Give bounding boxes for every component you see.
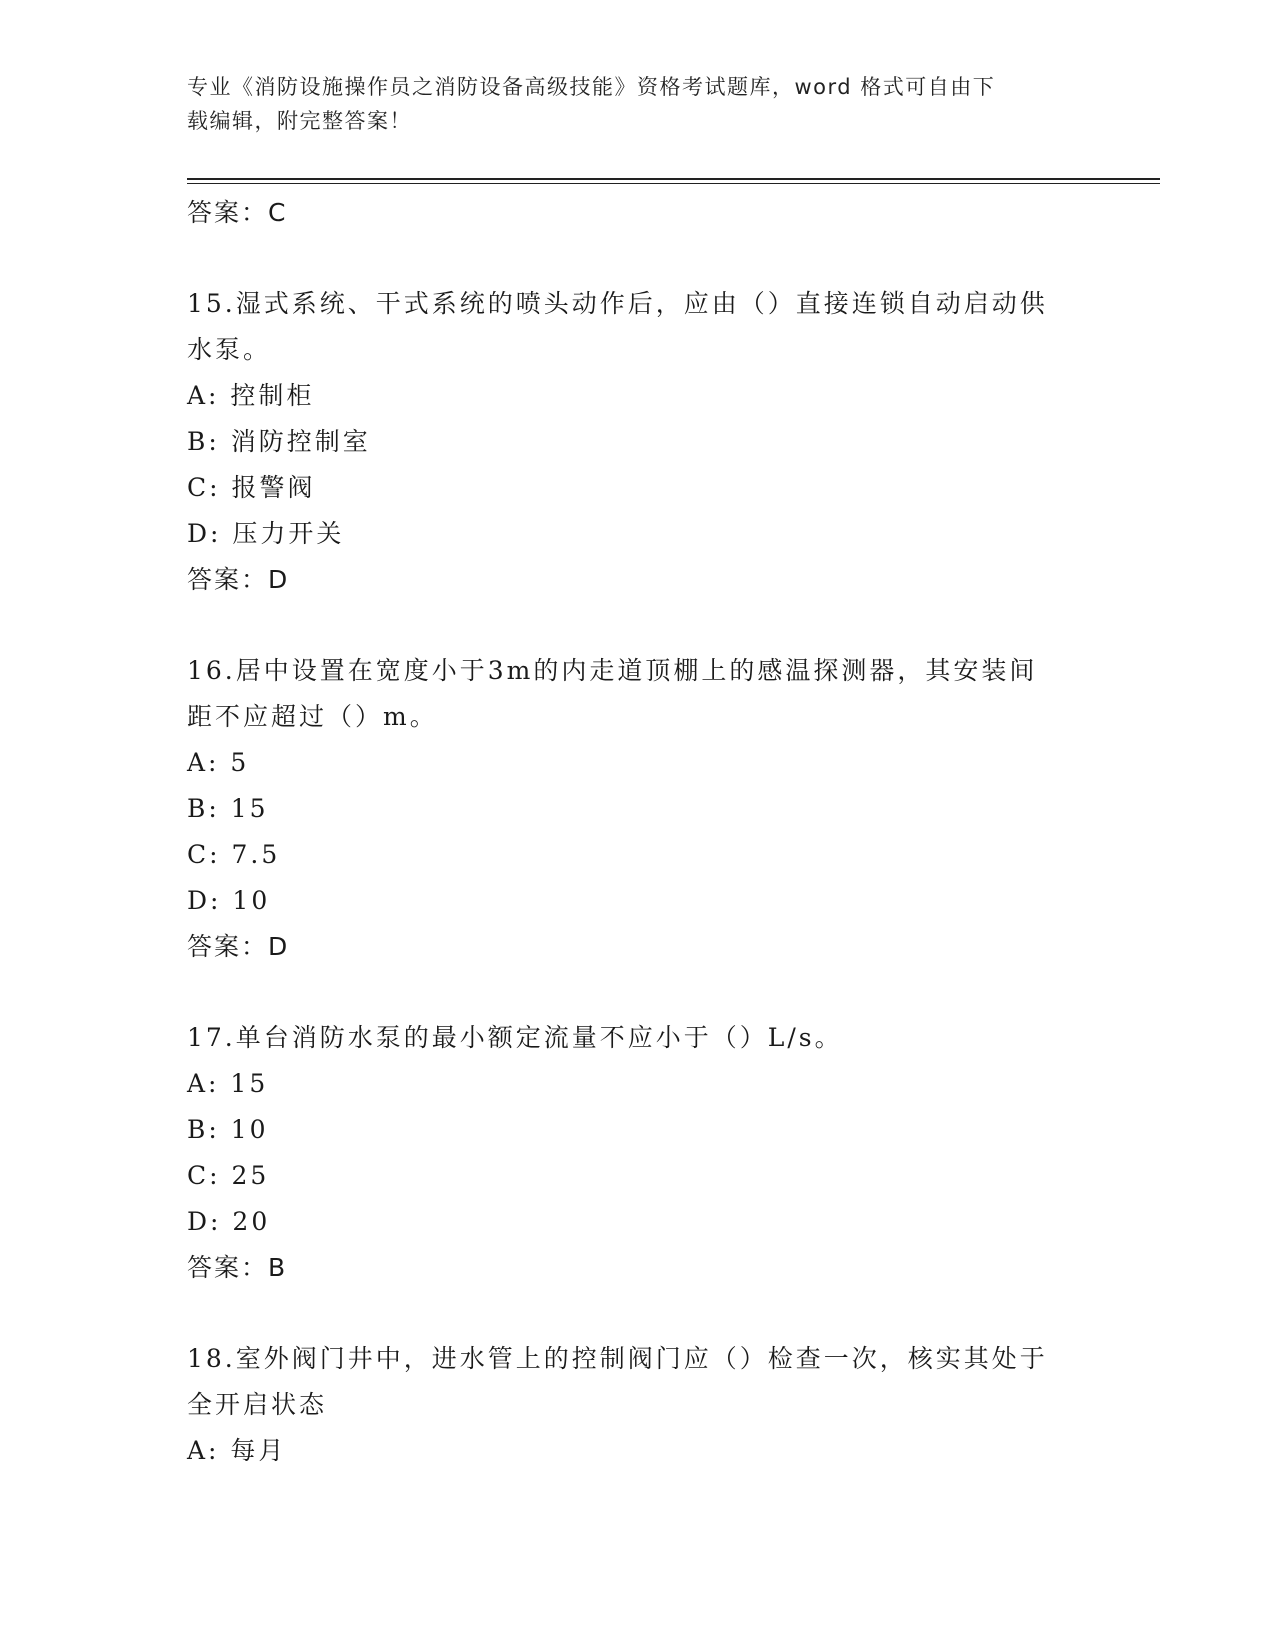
header-rule-thick (187, 178, 1160, 180)
question-stem-cont: 距不应超过（）m。 (187, 702, 438, 731)
question-17 (187, 1015, 1087, 1291)
question-stem: 17.单台消防水泵的最小额定流量不应小于（）L/s。 (187, 1023, 843, 1052)
header-rule-thin (187, 183, 1160, 184)
question-stem: 16.居中设置在宽度小于3m的内走道顶棚上的感温探测器，其安装间 (187, 656, 1038, 685)
question-18 (187, 1336, 1087, 1474)
answer: 答案：D (187, 565, 290, 594)
document-header (187, 70, 1077, 138)
option-a: A: 5 (187, 748, 250, 777)
answer: 答案：D (187, 932, 290, 961)
option-a: A: 15 (187, 1069, 269, 1098)
question-16 (187, 648, 1087, 970)
option-a: A: 每月 (187, 1436, 287, 1465)
question-15 (187, 281, 1087, 603)
option-d: D: 10 (187, 886, 271, 915)
header-line-2: 载编辑，附完整答案！ (187, 109, 412, 133)
option-c: C: 7.5 (187, 840, 281, 869)
option-c: C: 报警阀 (187, 473, 316, 502)
question-list (187, 190, 1087, 1474)
header-line-1: 专业《消防设施操作员之消防设备高级技能》资格考试题库，word 格式可自由下 (187, 75, 996, 99)
option-d: D: 压力开关 (187, 519, 345, 548)
option-a: A: 控制柜 (187, 381, 315, 410)
option-b: B: 15 (187, 794, 269, 823)
question-stem-cont: 全开启状态 (187, 1390, 328, 1419)
option-b: B: 10 (187, 1115, 269, 1144)
question-stem-cont: 水泵。 (187, 335, 272, 364)
question-stem: 15.湿式系统、干式系统的喷头动作后，应由（）直接连锁自动启动供 (187, 289, 1048, 318)
option-d: D: 20 (187, 1207, 271, 1236)
previous-answer: 答案：C (187, 198, 288, 227)
answer: 答案：B (187, 1253, 288, 1282)
question-stem: 18.室外阀门井中，进水管上的控制阀门应（）检查一次，核实其处于 (187, 1344, 1048, 1373)
option-b: B: 消防控制室 (187, 427, 371, 456)
option-c: C: 25 (187, 1161, 270, 1190)
